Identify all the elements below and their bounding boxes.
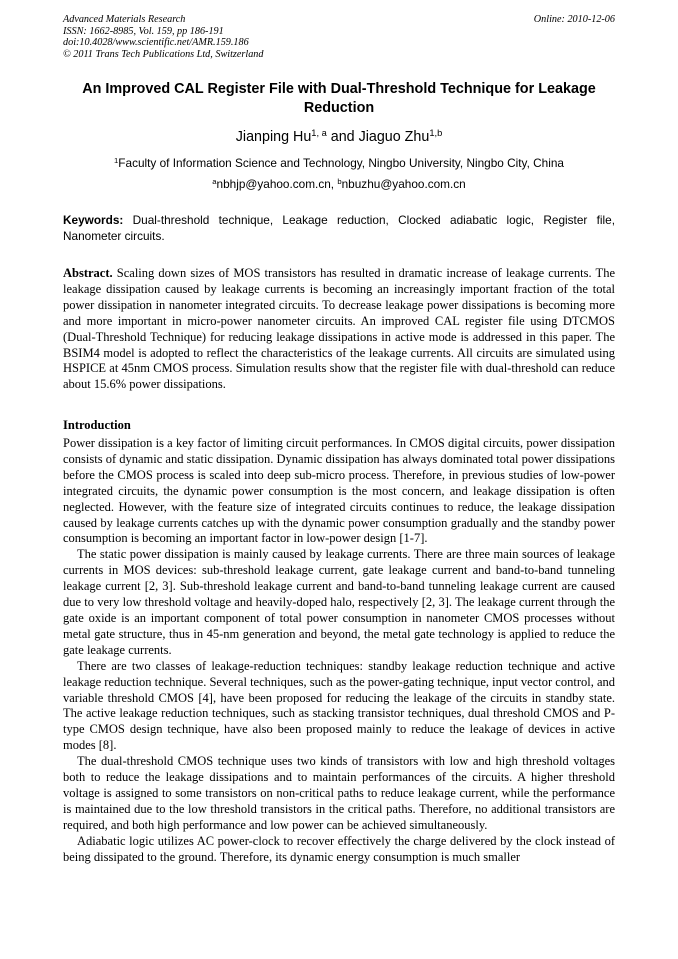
- paper-title: An Improved CAL Register File with Dual-Threshold Technique for Leakage Reduction: [82, 81, 596, 116]
- email-b[interactable]: nbuzhu@yahoo.com.cn: [341, 177, 466, 191]
- affiliation: [63, 155, 615, 171]
- keywords-text: Dual-threshold technique, Leakage reduction, Clocked adiabatic logic, Register file, Nanometer circuits.: [63, 213, 615, 243]
- keywords-label: Keywords:: [63, 213, 124, 227]
- abstract-label: Abstract.: [63, 266, 113, 280]
- online-date: Online: 2010-12-06: [533, 14, 615, 25]
- affiliation-mark: 1: [114, 155, 119, 165]
- author-1-affiliation-mark: 1, a: [311, 127, 327, 138]
- author-2-name: Jiaguo Zhu: [358, 129, 430, 145]
- section-heading-introduction: Introduction: [63, 418, 131, 432]
- issn-line: ISSN: 1662-8985, Vol. 159, pp 186-191: [63, 25, 224, 37]
- intro-paragraph: The dual-threshold CMOS technique uses two kinds of transistors with low and high threshold voltages both to reduce the leakage dissipations and to maintain performances of the circuits. A higher threshold voltage is assigned to some transistors on non-critical paths to reduce leakage current, while the performance is maintained due to the low threshold transistors in the critical paths. Therefore, no additional transistors are required, and both high performance and low power can be achieved simultaneously.: [63, 754, 615, 832]
- intro-paragraph: There are two classes of leakage-reduction techniques: standby leakage reduction technique and active leakage reduction technique. Several techniques, such as the power-gating technique, input vector control, and variable threshold CMOS [4], have been proposed for reducing the leakage of the circuits in standby state. The active leakage reduction techniques, such as stacking transistor techniques, dual threshold CMOS and P-type CMOS design technique, have also been proposed mainly to reduce the leakage of devices in active modes [8].: [63, 658, 615, 753]
- copyright-line: © 2011 Trans Tech Publications Ltd, Switzerland: [63, 48, 264, 60]
- email-b-mark: b: [337, 176, 342, 186]
- author-line: [63, 128, 615, 146]
- intro-paragraph: Power dissipation is a key factor of limiting circuit performances. In CMOS digital circuits, power dissipation consists of dynamic and static dissipation. Dynamic dissipation has always dominated total power dissipations before the CMOS process is scaled into deep sub-micro process. Therefore, in previous studies of low-power integrated circuits, the dynamic power consumption is the most concern, and leakage dissipation is often neglected. However, with the feature size of integrated circuits continues to reduce, the leakage dissipation caused by leakage currents catches up with the dynamic power consumption gradually and the standby power consumption is becoming an important factor in low-power design [1-7].: [63, 436, 616, 546]
- abstract: [63, 266, 615, 393]
- intro-paragraph: The static power dissipation is mainly caused by leakage currents. There are three main sources of leakage currents in MOS devices: sub-threshold leakage current, gate leakage current and band-to-band tunneling leakage current [2, 3]. Sub-threshold leakage current and band-to-band tunneling leakage current are caused due to very low threshold voltage and heavily-doped halo, respectively [2, 3]. The leakage current through the gate oxide is an important component of total power consumption in nanometer CMOS processes without metal gate structure, thus in 45-nm generation and beyond, the metal gate technology is applied to reduce the gate leakage currents.: [63, 547, 615, 657]
- author-conjunction: and: [326, 129, 359, 145]
- email-a-mark: a: [212, 176, 217, 186]
- abstract-text: Scaling down sizes of MOS transistors has resulted in dramatic increase of leakage currents. The leakage dissipation caused by leakage currents is becoming an increasingly important fraction of the total power dissipation in nanometer integrated circuits. To decrease leakage power dissipations is becoming more and more important in micro-power nanometer circuits. An improved CAL register file using DTCMOS (Dual-Threshold Technique) for reducing leakage dissipations in active mode is addressed in this paper. The BSIM4 model is adopted to reflect the characteristics of the leakage currents. All circuits are simulated using HSPICE at 45nm CMOS process. Simulation results show that the register file with dual-threshold can reduce about 15.6% power dissipations.: [63, 266, 615, 392]
- author-2-affiliation-mark: 1,b: [429, 127, 443, 138]
- introduction-body: [63, 436, 615, 865]
- journal-name: Advanced Materials Research: [63, 14, 186, 25]
- doi-line: doi:10.4028/www.scientific.net/AMR.159.186: [63, 37, 249, 49]
- email-a[interactable]: nbhjp@yahoo.com.cn,: [216, 177, 338, 191]
- author-emails: [63, 176, 615, 192]
- journal-header: [63, 14, 615, 60]
- intro-paragraph: Adiabatic logic utilizes AC power-clock to recover effectively the charge delivered by the clock instead of being dissipated to the ground. Therefore, its dynamic energy consumption is much smaller: [63, 833, 615, 864]
- author-1-name: Jianping Hu: [235, 129, 312, 145]
- affiliation-text: Faculty of Information Science and Technology, Ningbo University, Ningbo City, China: [118, 156, 564, 170]
- keywords: [63, 212, 615, 244]
